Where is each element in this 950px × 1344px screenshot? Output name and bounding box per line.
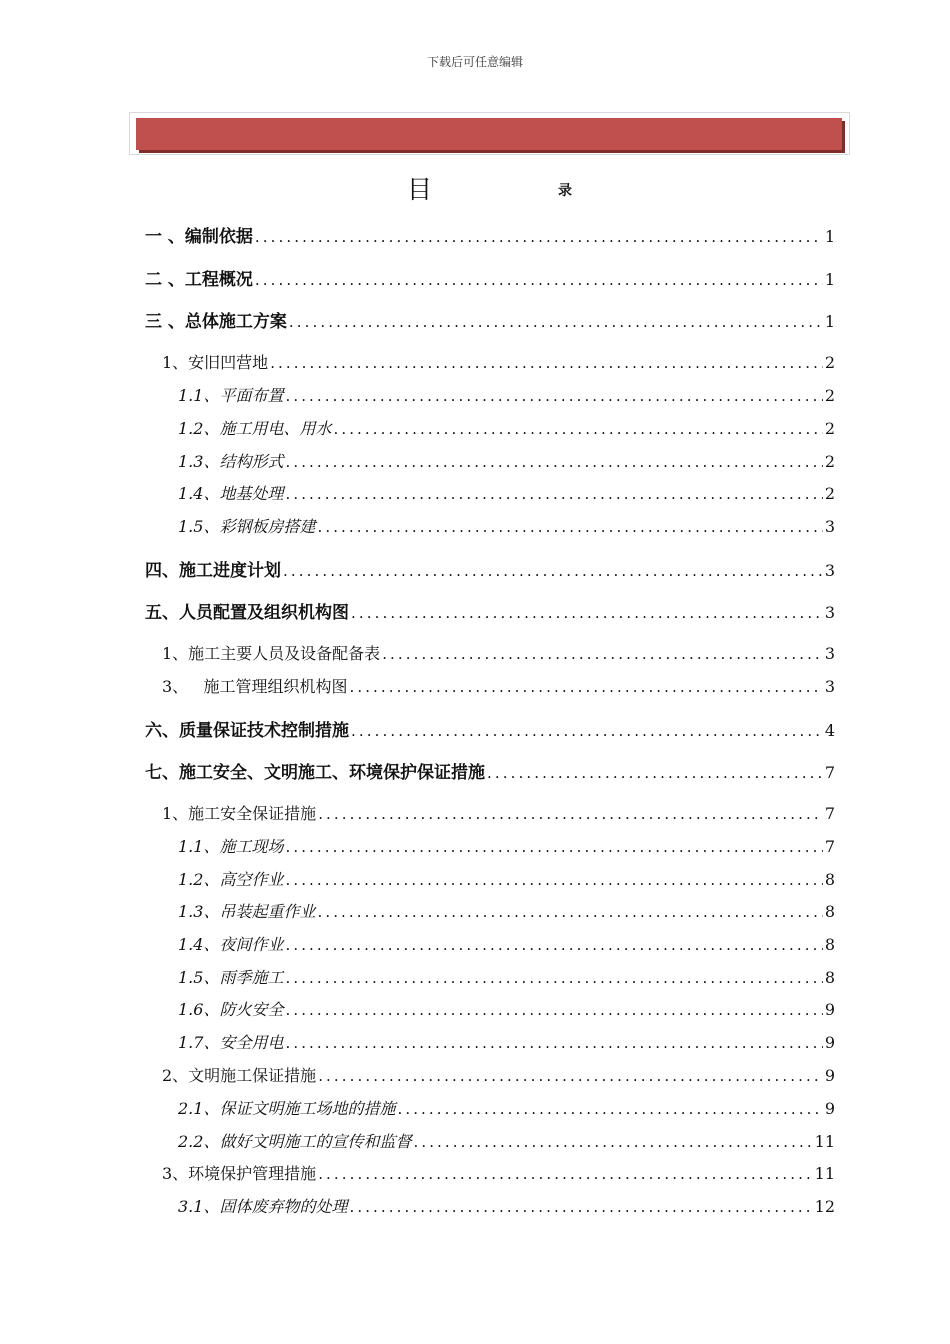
toc-entry[interactable] [178,899,835,922]
toc-entry-label: 六、质量保证技术控制措施 [145,721,349,741]
toc-entry-label: 3、环境保护管理措施 [162,1164,317,1183]
toc-entry-page: 12 [814,1197,835,1216]
dot-leader [382,645,823,663]
dot-leader [333,420,822,438]
toc-entry-page: 9 [824,1000,835,1019]
dot-leader [285,936,822,954]
toc-entry-label: 1、施工安全保证措施 [162,804,317,823]
toc-entry[interactable] [178,1096,835,1119]
dot-leader [289,313,823,331]
toc-entry-page: 3 [824,517,835,536]
toc-entry[interactable] [162,641,835,664]
header-note: 下载后可任意编辑 [426,55,523,69]
toc-entry-page: 3 [824,677,835,696]
toc-entry-page: 1 [824,312,835,331]
dot-leader [285,1001,822,1019]
toc-entry[interactable] [162,1063,835,1086]
toc-entry-page: 7 [824,804,835,823]
dot-leader [318,805,823,823]
toc-entry-label: 五、人员配置及组织机构图 [145,603,349,623]
toc-entry[interactable] [145,716,835,741]
toc-entry-label: 1.4、夜间作业 [178,935,284,954]
toc-entry-page: 4 [824,721,835,740]
toc-entry-label: 2.2、做好文明施工的宣传和监督 [178,1132,412,1151]
toc-entry[interactable] [178,965,835,988]
toc-entry[interactable] [145,265,835,290]
toc-entry-label: 1.2、高空作业 [178,870,284,889]
toc-entry-page: 8 [824,870,835,889]
toc-entry-label: 2、文明施工保证措施 [162,1066,317,1085]
toc-entry-label: 二 、工程概况 [145,270,253,290]
toc-entry-page: 8 [824,935,835,954]
toc-entry[interactable] [162,350,835,373]
dot-leader [283,562,823,580]
toc-entry-page: 2 [824,353,835,372]
dot-leader [318,1067,823,1085]
toc-entry-label: 1.5、彩钢板房搭建 [178,517,316,536]
toc-entry[interactable] [178,1129,835,1152]
dot-leader [285,485,822,503]
dot-leader [351,722,823,740]
dot-leader [317,903,822,921]
toc-entry-page: 2 [824,386,835,405]
toc-entry-label: 1、安旧凹营地 [162,353,269,372]
toc-entry-page: 9 [824,1033,835,1052]
toc-entry-page: 9 [824,1099,835,1118]
toc-title-left: 目 [407,175,433,204]
dot-leader [318,1165,812,1183]
toc-entry-label: 四、施工进度计划 [145,561,281,581]
toc-entry-page: 2 [824,484,835,503]
toc-entry[interactable] [178,867,835,890]
toc-entry-page: 2 [824,419,835,438]
dot-leader [285,969,822,987]
dot-leader [285,387,822,405]
dot-leader [413,1133,812,1151]
dot-leader [270,354,823,372]
toc-entry-label: 3、 施工管理组织机构图 [162,677,348,696]
toc-entry-page: 7 [824,763,835,782]
toc-entry-page: 2 [824,452,835,471]
toc-entry-page: 1 [824,270,835,289]
toc-entry[interactable] [145,556,835,581]
toc-entry[interactable] [178,834,835,857]
dot-leader [285,453,822,471]
dot-leader [285,838,822,856]
toc-entry-page: 3 [824,561,835,580]
toc-entry[interactable] [178,416,835,439]
dot-leader [397,1100,822,1118]
toc-entry-page: 8 [824,902,835,921]
toc-entry[interactable] [178,997,835,1020]
toc-entry[interactable] [162,674,835,697]
dot-leader [285,1034,822,1052]
toc-entry[interactable] [178,1194,835,1217]
toc-entry-label: 1、施工主要人员及设备配备表 [162,644,381,663]
toc-entry-label: 1.3、结构形式 [178,452,284,471]
dot-leader [255,271,823,289]
toc-entry[interactable] [162,801,835,824]
toc-entry-label: 七、施工安全、文明施工、环境保护保证措施 [145,763,485,783]
toc-entry-label: 1.2、施工用电、用水 [178,419,332,438]
dot-leader [255,228,823,246]
toc-entry[interactable] [178,383,835,406]
dot-leader [349,678,822,696]
toc-entry[interactable] [145,758,835,783]
toc-entry-label: 3.1、固体废弃物的处理 [178,1197,348,1216]
toc-entry[interactable] [178,514,835,537]
toc-entry-label: 1.1、平面布置 [178,386,284,405]
toc-entry-label: 1.3、吊装起重作业 [178,902,316,921]
toc-entry[interactable] [145,307,835,332]
toc-entry[interactable] [178,481,835,504]
toc-entry-page: 11 [814,1132,835,1151]
toc-entry-label: 1.6、防火安全 [178,1000,284,1019]
toc-entry-page: 3 [824,603,835,622]
dot-leader [351,604,823,622]
toc-entry-page: 7 [824,837,835,856]
toc-entry[interactable] [162,1161,835,1184]
toc-title-right: 录 [558,183,572,199]
toc-entry-label: 三 、总体施工方案 [145,312,287,332]
toc-entry-label: 1.5、雨季施工 [178,968,284,987]
toc-entry[interactable] [145,222,835,247]
toc-entry-label: 一 、编制依据 [145,227,253,247]
toc-entry-page: 3 [824,644,835,663]
dot-leader [285,871,822,889]
dot-leader [317,518,822,536]
toc-entry-label: 1.4、地基处理 [178,484,284,503]
toc-entry-page: 11 [814,1164,835,1183]
toc-entry-label: 1.1、施工现场 [178,837,284,856]
toc-entry-page: 1 [824,227,835,246]
toc-entry[interactable] [178,449,835,472]
dot-leader [349,1198,812,1216]
toc-entry[interactable] [145,598,835,623]
toc-entry-page: 8 [824,968,835,987]
toc-entry-label: 1.7、安全用电 [178,1033,284,1052]
toc-entry-page: 9 [824,1066,835,1085]
toc-entry[interactable] [178,932,835,955]
dot-leader [487,764,823,782]
toc-entry[interactable] [178,1030,835,1053]
toc-entry-label: 2.1、保证文明施工场地的措施 [178,1099,396,1118]
